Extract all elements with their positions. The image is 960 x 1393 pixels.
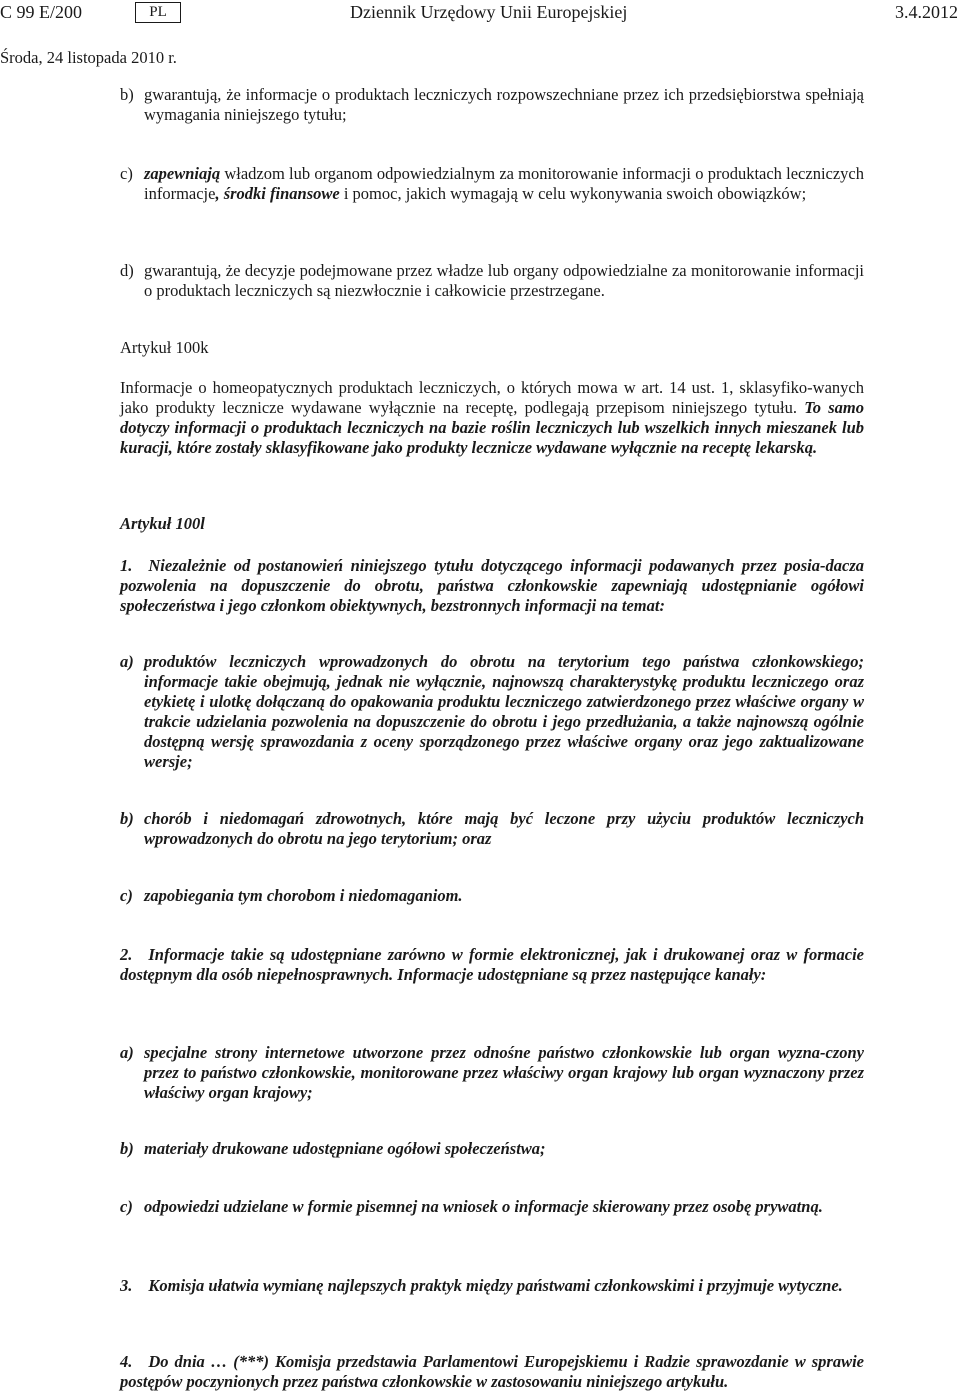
list-item (120, 1139, 864, 1159)
item-label: a) (120, 652, 134, 671)
list-item (120, 1197, 864, 1217)
article-100l-paragraph-1: 1. Niezależnie od postanowień niniejszego tytułu dotyczącego informacji podawanych przez posia-dacza pozwolenia na dopuszczenie do obrotu, państwa członkowskie zapewniają udostępnianie ogółowi społeczeństwa i jego członkom obiektywnych, bezstronnych informacji na temat: (120, 556, 864, 615)
amendment-emphasis: To samo dotyczy informacji o produktach leczniczych na bazie roślin leczniczych lub wszelkich innych mieszanek lub kuracji, które zostały sklasyfikowane jako produkty lecznicze wydawane wyłącznie na receptę lekarską. (120, 398, 864, 457)
item-text: zapobiegania tym chorobom i niedomaganiom. (144, 886, 463, 905)
article-100k-title: Artykuł 100k (120, 338, 209, 357)
list-item (120, 652, 864, 772)
item-text: materiały drukowane udostępniane ogółowi społeczeństwa; (144, 1139, 546, 1158)
item-text: chorób i niedomagań zdrowotnych, które mają być leczone przy użyciu produktów leczniczych wprowadzonych do obrotu na jego terytorium; oraz (144, 809, 864, 848)
oj-reference: C 99 E/200 (0, 2, 83, 22)
item-label: c) (120, 886, 133, 905)
item-text: produktów leczniczych wprowadzonych do obrotu na terytorium tego państwa członkowskiego; informacje takie obejmują, jednak nie wyłącznie, najnowszą charakterystykę produktu leczniczego oraz etykietę i ulotkę dołączaną do opakowania produktu leczniczego zatwierdzonego przez właściwe organy w trakcie udzielania pozwolenia na dopuszczenie do obrotu i jego przedłużania, a także najnowszą ogólnie dostępną wersję sprawozdania z oceny sporządzonego przez właściwe organy oraz jego zaktualizowane wersje; (144, 652, 864, 771)
item-text: gwarantują, że decyzje podejmowane przez władze lub organy odpowiedzialne za monitorowanie informacji o produktach leczniczych są niezwłocznie i całkowicie przestrzegane. (144, 261, 864, 300)
article-100l-paragraph-2: 2. Informacje takie są udostępniane zarówno w formie elektronicznej, jak i drukowanej oraz w formacie dostępnym dla osób niepełnosprawnych. Informacje udostępniane są przez następujące kanały: (120, 945, 864, 984)
list-item (120, 886, 864, 906)
article-100k-text: Informacje o homeopatycznych produktach leczniczych, o których mowa w art. 14 ust. 1, sklasyfiko-wanych jako produkty lecznicze wydawane wyłącznie na receptę, podlegają przepisom niniejszego tytułu. To samo dotyczy informacji o produktach leczniczych na bazie roślin leczniczych lub wszelkich innych mieszanek lub kuracji, które zostały sklasyfikowane jako produkty lecznicze wydawane wyłącznie na receptę lekarską. (120, 378, 864, 457)
article-100l-paragraph-4: 4. Do dnia … (***) Komisja przedstawia Parlamentowi Europejskiemu i Radzie sprawozdanie w sprawie postępów poczynionych przez państwa członkowskie w zastosowaniu niniejszego artykułu. (120, 1352, 864, 1391)
article-100l-title: Artykuł 100l (120, 514, 205, 533)
item-label: c) (120, 1197, 133, 1216)
list-item (120, 809, 864, 849)
publication-date: 3.4.2012 (895, 2, 958, 22)
amendment-emphasis: zapewniają (144, 164, 221, 183)
item-label: a) (120, 1043, 134, 1062)
item-text: zapewniają władzom lub organom odpowiedzialnym za monitorowanie informacji o produktach leczniczych informacje, środki finansowe i pomoc, jakich wymagają w celu wykonywania swoich obowiązków; (144, 164, 864, 203)
item-text: gwarantują, że informacje o produktach leczniczych rozpowszechniane przez ich przedsiębiorstwa spełniają wymagania niniejszego tytułu; (144, 85, 864, 124)
item-text: specjalne strony internetowe utworzone przez odnośne państwo członkowskie lub organ wyzna-czony przez to państwo członkowskie, monitorowane przez właściwy organ krajowy lub organ wyznaczony przez właściwy organ krajowy; (144, 1043, 864, 1102)
amendment-emphasis: , środki finansowe (215, 184, 340, 203)
item-text: odpowiedzi udzielane w formie pisemnej na wniosek o informacje skierowany przez osobę prywatną. (144, 1197, 823, 1216)
language-badge: PL (135, 2, 181, 23)
list-item (120, 85, 864, 125)
list-item (120, 1043, 864, 1103)
article-100l-paragraph-3: 3. Komisja ułatwia wymianę najlepszych praktyk między państwami członkowskimi i przyjmuje wytyczne. (120, 1276, 843, 1295)
session-date: Środa, 24 listopada 2010 r. (0, 48, 177, 67)
item-label: b) (120, 1139, 134, 1158)
page-header (0, 2, 960, 30)
item-label: c) (120, 164, 133, 183)
list-item (120, 261, 864, 301)
item-label: d) (120, 261, 134, 280)
item-label: b) (120, 85, 134, 104)
list-item (120, 164, 864, 204)
item-label: b) (120, 809, 134, 828)
journal-title: Dziennik Urzędowy Unii Europejskiej (350, 2, 628, 22)
